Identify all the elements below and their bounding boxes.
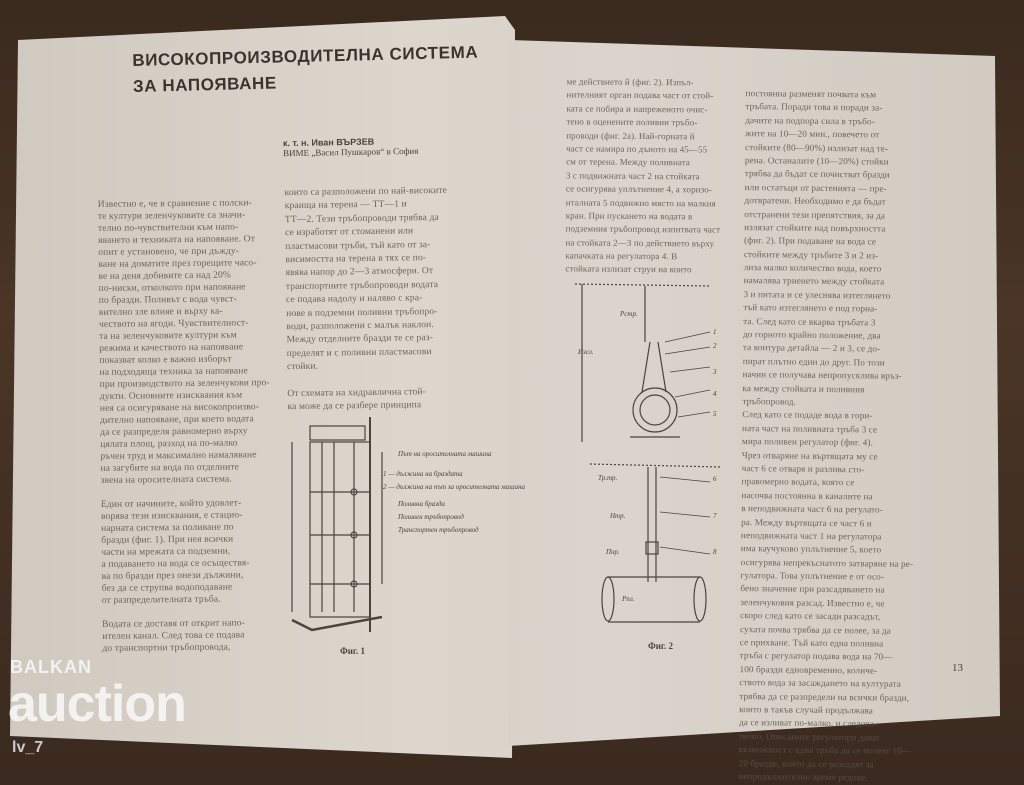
text-line: дачите на подпора сила в тръбо- [745, 114, 875, 127]
left-column-2 [284, 184, 450, 414]
title-line-1: ВИСОКОПРОИЗВОДИТЕЛНА СИСТЕМА [132, 42, 479, 70]
text-line: та контура детайла — 2 и 3, се до- [742, 342, 881, 354]
text-line: вително зле влияе и върху ка- [98, 305, 223, 318]
left-column-1 [98, 197, 273, 655]
text-line: бено значение при разсадяването на [740, 583, 885, 596]
figure-2-hydraulic-stand [570, 272, 730, 632]
text-line: на подходяща техника за напояване [99, 365, 248, 378]
text-line: се прихване. Тъй като една поливна [739, 637, 884, 649]
text-line: в неподвижната част 6 на регулато- [741, 503, 883, 515]
article-byline [283, 136, 419, 158]
text-line: пластмасови тръби, тъй като от за- [285, 238, 431, 252]
text-line: намалява триенето между стойката [743, 275, 885, 288]
text-line: да се разпределя равномерно върху [100, 425, 248, 438]
figure-label: 3 [713, 368, 717, 376]
text-line: дително напояване, при което водата [99, 413, 254, 426]
text-line: Между отделните бразди те се раз- [286, 332, 433, 346]
figure-label: 6 [713, 475, 717, 483]
text-line: ме действието й (фиг. 2). Изпъл- [566, 76, 694, 88]
text-line: След като се подаде вода в гори- [742, 409, 873, 421]
text-line: подземния тръбопровод изпитвата част [565, 223, 721, 235]
watermark-brand-main: auction [8, 675, 186, 733]
text-line: транспортните тръбопроводи водата [285, 278, 439, 292]
text-line: част 6 се отваря и разлива сто- [741, 463, 865, 475]
affiliation: ВИМЕ „Васил Пушкаров“ в София [283, 145, 419, 159]
right-column-2 [738, 87, 918, 785]
figure-label: 2 [713, 342, 717, 350]
figure-label: 2 — дължина на път за оросителната машина [383, 483, 525, 491]
text-line: да се изливат по-малко, и следова- [738, 717, 878, 729]
text-line: ръчен труд и максимално намаляване [100, 449, 257, 462]
text-line: непродължително време редове. [738, 771, 868, 783]
text-line: пределят и с поливни пластмасови [286, 345, 432, 359]
text-line: ра. Между въртящата се част 6 и [741, 516, 872, 528]
text-line: капачката на регулатора 4. В [565, 250, 678, 262]
text-line: до горното крайно положение, два [743, 329, 881, 341]
text-line: те култури зеленчуковите са значи- [97, 209, 246, 222]
text-line: см от терена. Между поливната [566, 156, 691, 168]
text-line: по бразди. Поливът с вода чувст- [98, 293, 237, 306]
text-line: има каучуково уплътнение 5, което [740, 543, 882, 555]
text-line: тръба с регулатор подава вода на 70— [739, 650, 893, 663]
text-line: а подаването на вода се осъществя- [101, 557, 250, 570]
figure-label: Поливен тръбопровод [398, 513, 464, 521]
text-line: бразди (фиг. 1). При нея всички [101, 533, 234, 546]
title-line-2: ЗА НАПОЯВАНЕ [132, 73, 278, 96]
text-line: ване на доматите през горещите часо- [98, 257, 257, 270]
text-line: жите на 10—20 мин., повечето от [745, 128, 880, 140]
text-line: които са разположени по най-високите [284, 184, 448, 199]
text-line: тръбопровод. [742, 396, 797, 407]
text-line: Чрез отваряне на въртящата му се [741, 449, 878, 462]
text-line: явява напор до 2—3 атмосфери. От [285, 265, 434, 279]
text-line: без да се струпва водоподаване [101, 581, 233, 594]
text-line: излязат стойките над повърхността [744, 222, 886, 234]
text-line: краища на терена — ТТ—1 и [284, 198, 407, 212]
text-line: ката се побира и напреженото очис- [566, 103, 708, 115]
text-line: 3 с подвижната част 2 на стойката [565, 170, 700, 182]
text-line: които в такъв случай продължава [739, 704, 874, 716]
text-line: 3 и питата и се улеснява изтеглянето [743, 288, 891, 301]
text-line: ТТ—2. Тези тръбопроводи трябва да [284, 211, 439, 225]
text-line: на стойката 2—3 по действието върху [565, 237, 715, 249]
figure-label: Пнр. [606, 548, 620, 556]
text-line: звена на оросителната система. [100, 473, 232, 486]
figure-label: 8 [713, 548, 717, 556]
figure-label: Транспортен тръбопровод [398, 526, 479, 534]
text-line: от разпределителната тръба. [101, 593, 221, 606]
text-line: телно. Описаните регулатори дават [738, 730, 881, 743]
page-number: 13 [952, 662, 963, 674]
text-line: по-ниски, отколкото при напояване [98, 281, 246, 294]
text-line: или остатъци от растенията — пре- [744, 181, 887, 194]
text-line: зеленчуковия разсад. Известно е, че [740, 596, 885, 609]
text-line: трябва да се разпредели на всички бразди, [739, 690, 910, 703]
figure-label: Изсл. [578, 348, 594, 356]
figure-label: Поливна бразда [398, 500, 445, 508]
figure-label: Нтр. [610, 512, 626, 520]
text-line: отстранени тези препятствия, за да [744, 208, 886, 221]
figure-label: Рпл. [622, 595, 635, 603]
watermark-brand-top: BALKAN [10, 657, 92, 677]
figure-label: 5 [713, 410, 717, 418]
text-line: на загубите на вода по отделните [100, 461, 240, 474]
text-line: ството вода за засаждането на културата [739, 677, 902, 689]
text-line: лиза малко количество вода, което [743, 262, 882, 274]
text-line: скоро след като се засади разсадът, [740, 610, 881, 622]
text-line: ва по бразди през онези дължини, [101, 569, 244, 582]
text-line: тръбата. Поради това и поради за- [745, 101, 883, 113]
text-line: пират плътно един до друг. По този [742, 355, 885, 368]
author: к. т. н. Иван ВЪРЗЕВ [282, 136, 375, 149]
text-line: тъй като изтеглянето е под горна- [743, 302, 878, 314]
figure-label: Път на оросителната машина [398, 450, 492, 458]
text-line: начин се получава непропусклива връз- [742, 369, 902, 381]
text-line: осигурява непрекъснатото затваряне на ре- [740, 556, 914, 569]
text-line: нарната система за поливане по [101, 521, 234, 534]
figure-label: 7 [713, 512, 717, 520]
text-line: гулатора. Това уплътнение е от осо- [740, 570, 885, 582]
figure-label: 4 [713, 390, 717, 398]
text-line: нове в подземни поливни тръбопро- [286, 305, 438, 319]
text-line: постоянна разменят почвата към [745, 88, 877, 100]
text-line: при производството на зеленчукови про- [99, 377, 270, 390]
text-line: стойката излизат струи на които [565, 263, 692, 275]
text-line: нителният орган подава част от стой- [566, 89, 714, 101]
text-line: част се намира по дъното на 45—55 [566, 143, 708, 155]
article-title [132, 40, 479, 100]
figure-label: 1 [713, 328, 717, 336]
text-line: възможност с една тръба да се полеят 10— [738, 744, 912, 757]
figure-label: Тр.тр. [598, 474, 618, 482]
right-column-1 [565, 75, 721, 277]
watermark-user: lv_7 [12, 739, 44, 756]
text-line: та. След като се вкарва тръбата 3 [743, 315, 876, 328]
text-line: проводи (фиг. 2а). Най-горната й [566, 130, 695, 141]
text-line: до транспортни тръбопровода, [102, 641, 231, 654]
text-line: трябва да бъдат се почистват бразди [744, 168, 890, 180]
text-line: телно по-чувствителни към напо- [97, 221, 239, 234]
text-line: тено в оценените поливни тръбо- [566, 116, 698, 128]
text-line: (фиг. 2). При подаване на вода се [743, 235, 877, 247]
text-line: мира поливен регулатор (фиг. 4). [741, 436, 874, 448]
text-line: води, разположени с малък наклон. [286, 318, 434, 333]
text-line: чеството на ягоди. Чувствителност- [98, 317, 249, 330]
text-line: ка може да се разбере принципа [287, 399, 422, 413]
text-line: насочва постоянна в каналите на [741, 489, 873, 502]
text-line: Водата се доставя от открит напо- [102, 617, 245, 630]
text-line: стойките между тръбите 3 и 2 из- [743, 248, 879, 261]
text-line: та на зеленчуковите култури към [98, 329, 237, 342]
figure-label: 1 — дължина на браздата [383, 470, 463, 478]
text-line: стойките (80—90%) излизат над те- [744, 141, 889, 154]
text-line: опит е установено, че при дъжду- [98, 245, 240, 258]
text-line: кран. При пускането на водата в [565, 210, 693, 222]
text-line: нталната 5 подвижно място на малкия [565, 196, 716, 209]
text-line: ворява тези изисквания, е стацио- [100, 509, 243, 522]
text-line: ве на деня добивите са над 20% [98, 269, 231, 282]
text-line: Известно е, че в сравнение с полски- [97, 197, 252, 210]
text-line: показват колко е важно изборът [99, 353, 232, 366]
text-line: 100 бразди едновременно, количе- [739, 663, 878, 676]
text-line: 20 бразди, които да се разсадят за [738, 757, 874, 770]
figure-1-caption: Фиг. 1 [340, 646, 365, 656]
text-line: висимостта на терена в тях се по- [285, 252, 427, 266]
text-line: яването и техниката на напояване. От [97, 233, 256, 246]
text-line: се осигурява уплътнение 4, а хоризо- [565, 183, 712, 195]
text-line: ителен канал. След това се подава [102, 629, 245, 642]
text-line: нея са осигуряване на високопроизво- [99, 401, 260, 414]
text-line: дукти. Основните изисквания към [99, 389, 243, 402]
text-line: правомерно водата, която се [741, 476, 855, 488]
text-line: цялата площ, разход на по-малко [100, 437, 238, 450]
text-line: стойки. [286, 360, 319, 373]
text-line: неподвижната част 1 на регулатора [740, 529, 882, 542]
text-line: се подава надолу и наляво с кра- [285, 292, 423, 306]
text-line: дотвратени. Необходимо е да бъдат [744, 195, 886, 207]
text-line: сухата почва трябва да се полее, за да [739, 623, 891, 636]
text-line: се изработят от стоманени или [284, 225, 414, 239]
text-line: режима и качеството на напояване [99, 341, 244, 354]
text-line: Един от начините, който удовлет- [100, 497, 242, 510]
text-line: ка между стойката и поливния [742, 382, 865, 394]
figure-label: Рстр. [620, 310, 638, 318]
text-line: От схемата на хидравлична стой- [287, 386, 426, 399]
text-line: части на мрежата са подземни, [101, 545, 231, 558]
text-line: рена. Останалите (10—20%) стойки [744, 155, 889, 167]
figure-2-caption: Фиг. 2 [648, 641, 673, 651]
text-line: ната част на поливната тръба 3 се [742, 422, 878, 435]
